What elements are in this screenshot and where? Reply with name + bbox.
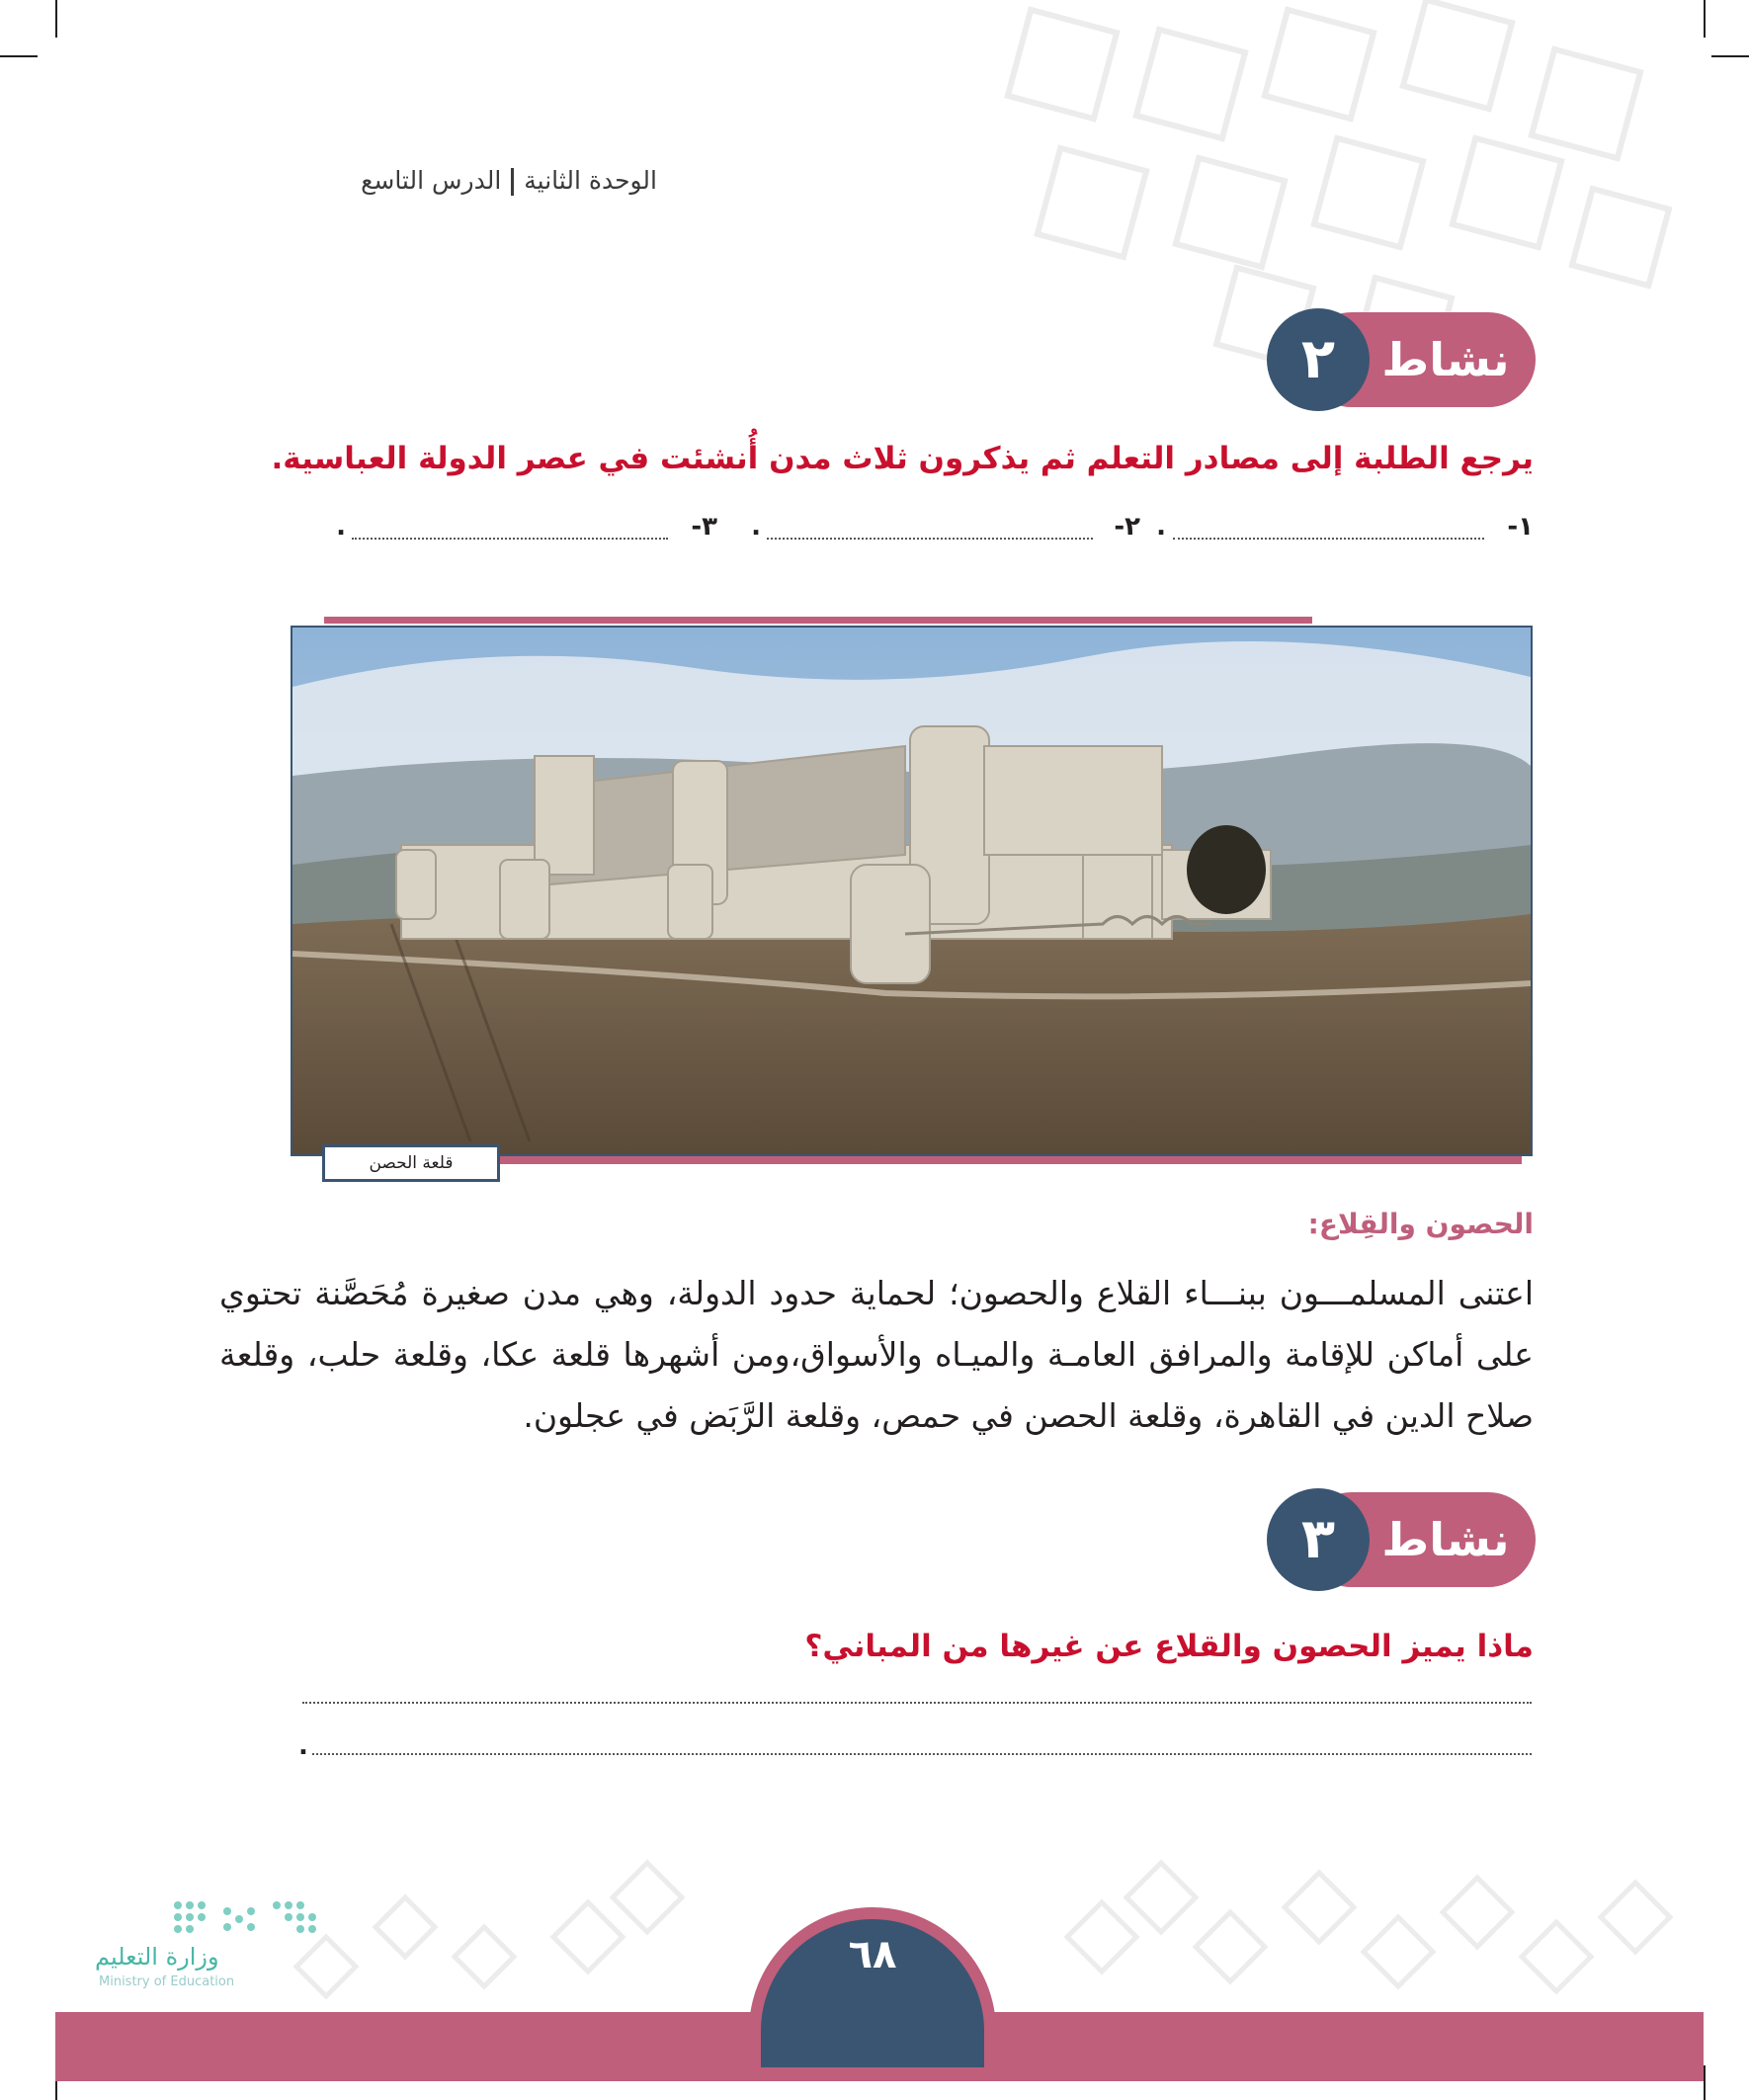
photo-caption: قلعة الحصن: [322, 1144, 500, 1182]
crop-mark: [55, 0, 57, 38]
ministry-logo-text: وزارة التعليم: [95, 1943, 219, 1971]
answer-end-dot: .: [336, 512, 346, 542]
castle-illustration: [292, 628, 1531, 1154]
activity-2-question: يرجع الطلبة إلى مصادر التعلم ثم يذكرون ثلاث مدن أُنشئت في عصر الدولة العباسية.: [271, 441, 1534, 476]
answer-field-3[interactable]: [352, 538, 668, 540]
page-header: [361, 166, 657, 196]
answer-line-1[interactable]: [302, 1702, 1532, 1704]
answer-end-dot: .: [298, 1731, 308, 1761]
section-title: الحصون والقِلاع:: [1307, 1208, 1534, 1240]
answer-end-dot: .: [1156, 512, 1166, 542]
crop-mark: [1704, 2065, 1706, 2100]
photo-top-bar: [324, 617, 1312, 624]
answer-field-2[interactable]: [767, 538, 1093, 540]
answer-number-3: ٣-: [691, 512, 717, 542]
activity-3-question: ماذا يميز الحصون والقلاع عن غيرها من المباني؟: [804, 1629, 1534, 1664]
answer-field-1[interactable]: [1173, 538, 1484, 540]
activity-label: نشاط: [1381, 333, 1510, 386]
answer-number-1: ١-: [1507, 512, 1534, 542]
section-paragraph: اعتنى المسلمـــون ببنـــاء القلاع والحصون؛ لحماية حدود الدولة، وهي مدن صغيرة مُحَصَّنة تحتوي على أماكن للإقامة والمرافق العامـة والميـاه والأسواق،ومن أشهرها قلعة عكا، وقلعة حلب، وقلعة صلاح الدين في القاهرة، وقلعة الحصن في حمص، وقلعة الرَّبَض في عجلون.: [219, 1274, 1534, 1435]
crop-mark: [0, 55, 38, 57]
crop-mark: [1704, 0, 1706, 38]
answer-line-2[interactable]: [312, 1753, 1532, 1755]
ministry-logo-subtitle: Ministry of Education: [99, 1974, 235, 1989]
header-divider: [511, 168, 514, 196]
castle-photo: [291, 626, 1533, 1156]
unit-title: الوحدة الثانية: [524, 166, 657, 195]
answer-row: [211, 512, 1534, 551]
activity-number: ٢: [1267, 308, 1370, 411]
crop-mark: [1711, 55, 1749, 57]
lesson-title: الدرس التاسع: [361, 166, 502, 195]
caption-bar: [494, 1156, 1522, 1164]
page-number: ٦٨: [848, 1932, 897, 1977]
activity-label: نشاط: [1381, 1513, 1510, 1566]
answer-end-dot: .: [751, 512, 761, 542]
activity-number: ٣: [1267, 1488, 1370, 1591]
ministry-logo-icon: [168, 1895, 326, 1941]
answer-number-2: ٢-: [1114, 512, 1140, 542]
